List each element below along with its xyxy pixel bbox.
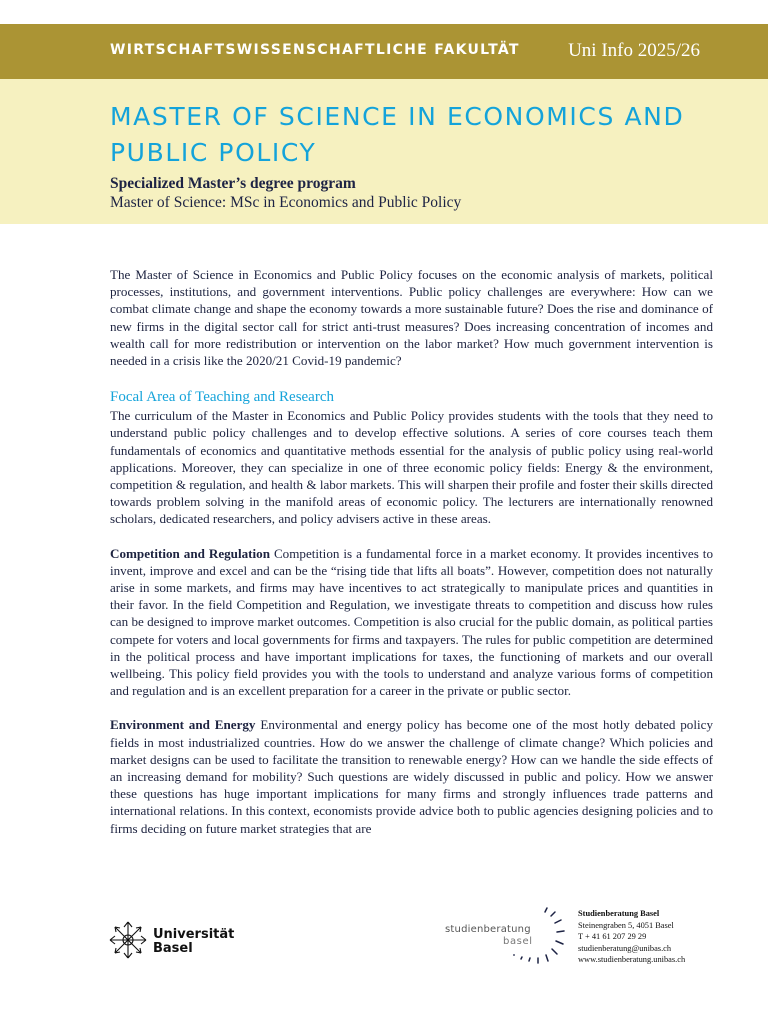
studienberatung-logo	[445, 906, 572, 964]
contact-email-link[interactable]: studienberatung@unibas.ch	[578, 943, 672, 953]
contact-website-link[interactable]: www.studienberatung.unibas.ch	[578, 955, 686, 965]
environment-heading: Environment and Energy	[110, 717, 256, 733]
contact-phone: T + 41 61 207 29 29	[578, 932, 647, 942]
program-subtitle: Specialized Master’s degree program	[110, 175, 356, 192]
competition-text: Competition is a fundamental force in a market economy. It provides incentives to invent, improve and excel and can be the “rising tide that lifts all boats”. However, competition does not naturally arise in some markets, and firms may have incentives to act strategically to manipulate prices and quantities in their favor. In the field Competition and Regulation, we investigate threats to competition and discuss how rules can be designed to improve market outcomes. Competition is also crucial for the public domain, as political parties compete for voters and local governments for firms and taxpayers. The rules for public competition are determined in the political process and have important implications for taxes, the functioning of markets and our overall wellbeing. This policy field provides you with the tools to understand and analyze various forms of competition and regulation and is an excellent preparation for a career in the private or public sector.	[110, 545, 713, 699]
body-content	[110, 266, 713, 837]
intro-paragraph: The Master of Science in Economics and Public Policy focuses on the economic analysis of markets, political processes, institutions, and government interventions. Public policy challenges are everywhere: How can we combat climate change and shape the economy towards a more sustainable future? Does the rise and dominance of new firms in the digital sector call for strict anti-trust measures? Does increasing concentration of incomes and wealth call for more redistribution or intervention on the labor market? How much government intervention is needed in a crisis like the 2020/21 Covid-19 pandemic?	[110, 267, 713, 369]
header-bar	[0, 24, 768, 79]
university-name: Universität Basel	[153, 927, 235, 956]
environment-paragraph	[110, 716, 713, 836]
competition-paragraph	[110, 545, 713, 700]
competition-heading: Competition and Regulation	[110, 545, 270, 561]
edition-label: Uni Info 2025/26	[568, 40, 700, 61]
contact-block	[578, 908, 685, 966]
degree-name: Master of Science: MSc in Economics and Public Policy	[110, 194, 462, 211]
focal-area-paragraph: The curriculum of the Master in Economics and Public Policy provides students with the tools that they need to understand public policy challenges and to develop effective solutions. A series of core courses teach them fundamentals of economics and quantitative methods essential for the analysis of public policy using real-world applications. Moreover, they can specialize in one of three economic policy fields: Energy & the environment, competition & regulation, and health & labor markets. This will sharpen their profile and foster their skills directed towards problem solving in the manifold areas of economic policy. The lecturers are internationally renowned scholars, dedicated researchers, and policy advisers active in these areas.	[110, 408, 714, 527]
environment-text: Environmental and energy policy has become one of the most hotly debated policy fields in most industrialized countries. How do we answer the challenge of climate change? Which policies and market designs can be used to facilitate the transition to renewable energy? How can we handle the side effects of an increasing demand for mobility? Such questions are widely discussed in public and policy. How we answer these questions has huge important implications for many firms and strongly influences trade patterns and international relations. In this context, economists provide advice both to public agencies designing policies and to firms deciding on future market strategies that are	[110, 717, 713, 836]
basel-wordmark: basel	[503, 936, 533, 947]
faculty-name: WIRTSCHAFTSWISSENSCHAFTLICHE FAKULTÄT	[110, 42, 520, 58]
studienberatung-arc-icon	[505, 906, 571, 964]
title-band	[0, 79, 768, 224]
contact-address: Steinengraben 5, 4051 Basel	[578, 920, 674, 930]
page-title: MASTER OF SCIENCE IN ECONOMICS AND PUBLIC POLICY	[110, 102, 685, 167]
footer	[0, 900, 768, 1024]
studienberatung-wordmark: studienberatung	[445, 924, 531, 935]
focal-area-heading: Focal Area of Teaching and Research	[110, 389, 334, 406]
contact-name: Studienberatung Basel	[578, 909, 660, 918]
university-basel-logo-icon	[108, 920, 148, 960]
